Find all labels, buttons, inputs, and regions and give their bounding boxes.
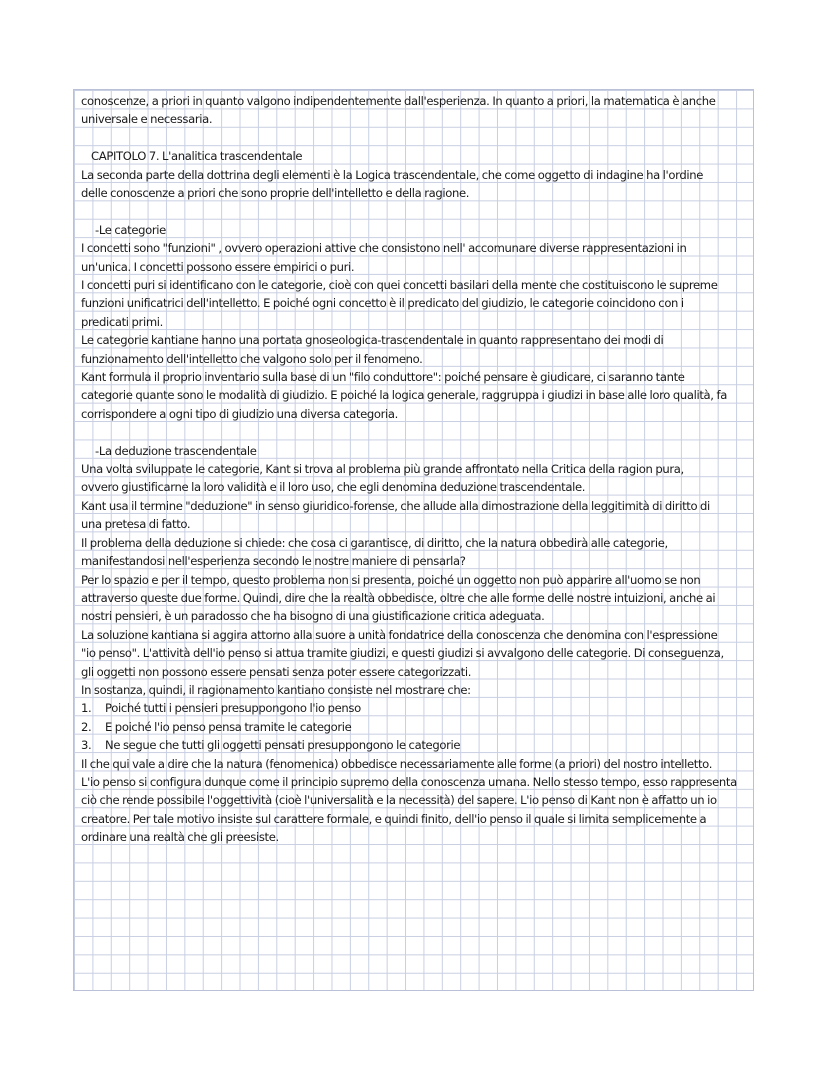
list-item xyxy=(81,718,749,736)
chapter-paragraph-line: La seconda parte della dottrina degli elementi è la Logica trascendentale, che come oggetto di indagine ha l'ordine xyxy=(81,167,704,182)
text-line: Kant formula il proprio inventario sulla base di un "filo conduttore": poiché pensare è giudicare, ci saranno tante xyxy=(81,370,685,385)
text-line: In sostanza, quindi, il ragionamento kantiano consiste nel mostrare che: xyxy=(81,682,471,697)
list-number: 3. xyxy=(81,738,92,753)
chapter-paragraph-line: delle conoscenze a priori che sono proprie dell'intelletto e della ragione. xyxy=(81,186,470,201)
text-line: La soluzione kantiana si aggira attorno alla suore a unità fondatrice della conoscenza che denomina con l'espressione xyxy=(81,627,718,642)
text-line: Per lo spazio e per il tempo, questo problema non si presenta, poiché un oggetto non può apparire all'uomo se non xyxy=(81,572,701,587)
text-line: "io penso". L'attività dell'io penso si attua tramite giudizi, e questi giudizi si avvalgono delle categorie. Di conseguenza, xyxy=(81,646,724,661)
section-heading-deduzione: -La deduzione trascendentale xyxy=(95,443,257,458)
text-line: categorie quante sono le modalità di giudizio. E poiché la logica generale, raggruppa i giudizi in base alle loro qualità, fa xyxy=(81,388,727,403)
list-item xyxy=(81,699,749,717)
text-line: I concetti puri si identificano con le categorie, cioè con quei concetti basilari della mente che costituiscono le supreme xyxy=(81,278,718,293)
section-heading-categorie: -Le categorie xyxy=(95,222,166,237)
text-line: attraverso queste due forme. Quindi, dire che la realtà obbedisce, oltre che alle forme delle nostre intuizioni, anche ai xyxy=(81,590,716,605)
text-line: un'unica. I concetti possono essere empirici o puri. xyxy=(81,259,355,274)
intro-line: conoscenze, a priori in quanto valgono indipendentemente dall'esperienza. In quanto a priori, la matematica è anche xyxy=(81,94,716,108)
text-line: una pretesa di fatto. xyxy=(81,517,191,532)
list-text: Ne segue che tutti gli oggetti pensati presuppongono le categorie xyxy=(105,738,461,753)
list-number: 1. xyxy=(81,701,92,716)
spacer xyxy=(81,129,749,147)
text-line: ovvero giustificarne la loro validità e il loro uso, che egli denomina deduzione trascendentale. xyxy=(81,480,586,495)
list-number: 2. xyxy=(81,719,92,734)
list-item xyxy=(81,736,749,754)
spacer xyxy=(81,202,749,220)
text-line: I concetti sono "funzioni" , ovvero operazioni attive che consistono nell' accomunare diverse rappresentazioni in xyxy=(81,241,687,256)
text-line: funzionamento dell'intelletto che valgono solo per il fenomeno. xyxy=(81,351,423,366)
text-line: Una volta sviluppate le categorie, Kant si trova al problema più grande affrontato nella Critica della ragion pura, xyxy=(81,462,684,477)
spacer xyxy=(81,423,749,441)
text-line: creatore. Per tale motivo insiste sul carattere formale, e quindi finito, dell'io penso il quale si limita semplicemente a xyxy=(81,811,707,826)
text-line: corrispondere a ogni tipo di giudizio una diversa categoria. xyxy=(81,406,398,421)
text-line: ordinare una realtà che gli preesiste. xyxy=(81,830,279,845)
text-line: Kant usa il termine "deduzione" in senso giuridico-forense, che allude alla dimostrazione della leggitimità di diritto di xyxy=(81,498,710,513)
text-line: L'io penso si configura dunque come il principio supremo della conoscenza umana. Nello stesso tempo, esso rappresenta xyxy=(81,774,737,789)
document-body xyxy=(81,92,749,847)
text-line: ciò che rende possibile l'oggettività (cioè l'universalità e la necessità) del sapere. L'io penso di Kant non è affatto un io xyxy=(81,793,717,808)
text-line: predicati primi. xyxy=(81,314,163,329)
text-line: Il problema della deduzione si chiede: che cosa ci garantisce, di diritto, che la natura obbedirà alle categorie, xyxy=(81,535,668,550)
text-line: Le categorie kantiane hanno una portata gnoseologica-trascendentale in quanto rappresentano dei modi di xyxy=(81,333,664,348)
text-line: funzioni unificatrici dell'intelletto. E poiché ogni concetto è il predicato del giudizio, le categorie coincidono con i xyxy=(81,296,684,311)
text-line: Il che qui vale a dire che la natura (fenomenica) obbedisce necessariamente alle forme (a priori) del nostro intelletto. xyxy=(81,756,713,771)
text-line: nostri pensieri, è un paradosso che ha bisogno di una giustificazione critica adeguata. xyxy=(81,609,545,624)
text-line: manifestandosi nell'esperienza secondo le nostre maniere di pensarla? xyxy=(81,554,466,569)
text-line: gli oggetti non possono essere pensati senza poter essere categorizzati. xyxy=(81,664,472,679)
list-text: E poiché l'io penso pensa tramite le categorie xyxy=(105,719,352,734)
list-text: Poiché tutti i pensieri presuppongono l'io penso xyxy=(105,701,361,716)
chapter-title: CAPITOLO 7. L'analitica trascendentale xyxy=(91,149,303,164)
intro-line: universale e necessaria. xyxy=(81,112,213,127)
